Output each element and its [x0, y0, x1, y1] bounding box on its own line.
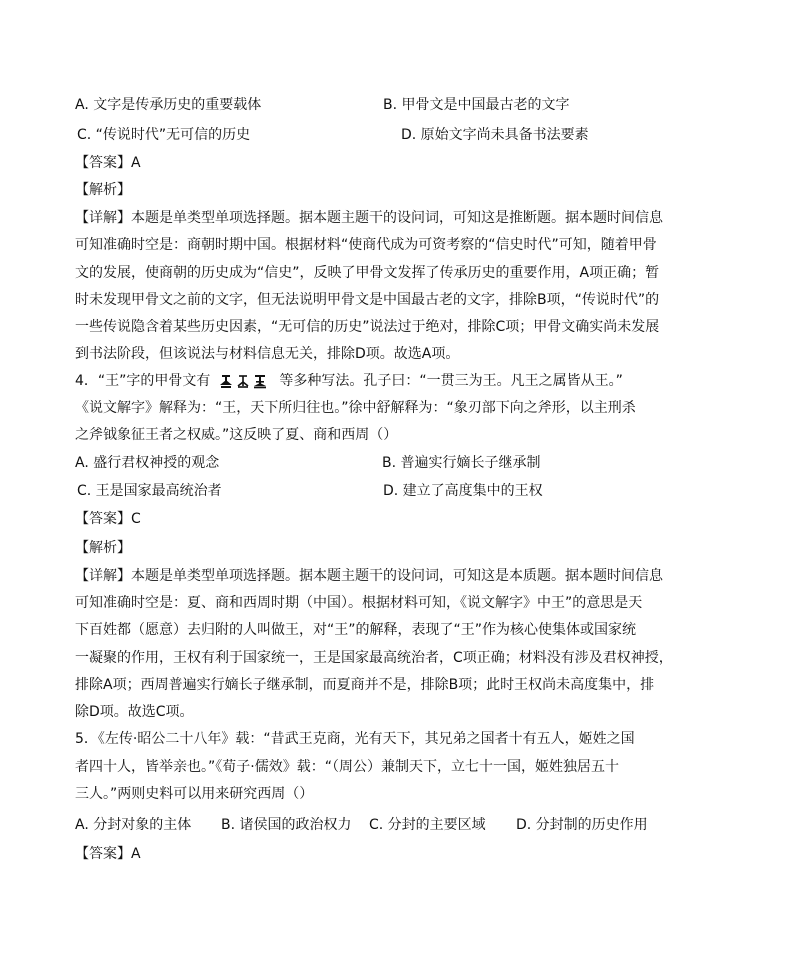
oracle-bone-wang-glyphs-icon [219, 373, 271, 389]
q5-stem-line: 三人。”两则史料可以用来研究西周（） [75, 786, 314, 802]
q4-detail-line: 一凝聚的作用，王权有利于国家统一，王是国家最高统治者，C项正确；材料没有涉及君权神授， [75, 650, 673, 666]
q4-stem-first-line [75, 373, 623, 389]
q3-analysis-heading: 【解析】 [75, 182, 131, 198]
q3-detail-line: 到书法阶段，但该说法与材料信息无关，排除D项。故选A项。 [75, 346, 460, 362]
q3-detail-line: 一些传说隐含着某些历史因素，“无可信的历史”说法过于绝对，排除C项；甲骨文确实尚未发展 [75, 319, 660, 335]
q4-option-c: C. 王是国家最高统治者 [77, 483, 222, 499]
q5-option-b: B. 诸侯国的政治权力 [221, 817, 352, 833]
q4-detail-line: 【详解】本题是单类型单项选择题。据本题主题干的设问词，可知这是本质题。据本题时间信息 [75, 568, 663, 584]
q4-stem-end: 等多种写法。孔子曰：“一贯三为王。凡王之属皆从王。” [279, 373, 623, 389]
q3-option-b: B. 甲骨文是中国最古老的文字 [383, 97, 570, 113]
q5-option-d: D. 分封制的历史作用 [516, 817, 648, 833]
q3-detail-line: 【详解】本题是单类型单项选择题。据本题主题干的设问词，可知这是推断题。据本题时间信息 [75, 210, 663, 226]
q4-detail-line: 下百姓都（愿意）去归附的人叫做王，对“王”的解释，表现了“王”作为核心使集体或国家统 [75, 622, 637, 638]
q4-option-d: D. 建立了高度集中的王权 [383, 483, 543, 499]
q5-option-a: A. 分封对象的主体 [75, 817, 192, 833]
q3-answer: 【答案】A [75, 155, 141, 171]
q3-detail-line: 可知准确时空是：商朝时期中国。根据材料“使商代成为可资考察的“信史时代”可知，随着甲骨 [75, 237, 657, 253]
q3-option-d: D. 原始文字尚未具备书法要素 [401, 127, 589, 143]
q4-answer: 【答案】C [75, 511, 141, 527]
q4-stem-start: 4．“王”字的甲骨文有 [75, 373, 211, 389]
q4-analysis-heading: 【解析】 [75, 540, 131, 556]
q4-stem-line: 之斧钺象征王者之权威。”这反映了夏、商和西周（） [75, 427, 398, 443]
q4-option-b: B. 普遍实行嫡长子继承制 [382, 455, 541, 471]
q3-option-c: C. “传说时代”无可信的历史 [77, 127, 251, 143]
q5-answer: 【答案】A [75, 846, 141, 862]
q4-stem-line: 《说文解字》解释为：“王，天下所归往也。”徐中舒解释为：“象刃部下向之斧形，以主刑杀 [75, 400, 636, 416]
q3-detail-line: 文的发展，使商朝的历史成为“信史”，反映了甲骨文发挥了传承历史的重要作用，A项正确；暂 [75, 265, 660, 281]
q4-detail-line: 可知准确时空是：夏、商和西周时期（中国）。根据材料可知，《说文解字》中王”的意思是天 [75, 595, 643, 611]
q4-detail-line: 除D项。故选C项。 [75, 704, 194, 720]
q4-option-a: A. 盛行君权神授的观念 [75, 455, 220, 471]
q5-stem-line: 5．《左传·昭公二十八年》载：“昔武王克商，光有天下，其兄弟之国者十有五人，姬姓之国 [75, 731, 635, 747]
q4-detail-line: 排除A项；西周普遍实行嫡长子继承制，而夏商并不是，排除B项；此时王权尚未高度集中，排 [75, 677, 655, 693]
q3-option-a: A. 文字是传承历史的重要载体 [75, 97, 262, 113]
q5-option-c: C. 分封的主要区域 [369, 817, 486, 833]
q3-detail-line: 时未发现甲骨文之前的文字，但无法说明甲骨文是中国最古老的文字，排除B项，“传说时代”的 [75, 292, 660, 308]
q5-stem-line: 者四十人，皆举亲也。”《荀子·儒效》载：“（周公）兼制天下，立七十一国，姬姓独居五十 [75, 759, 619, 775]
